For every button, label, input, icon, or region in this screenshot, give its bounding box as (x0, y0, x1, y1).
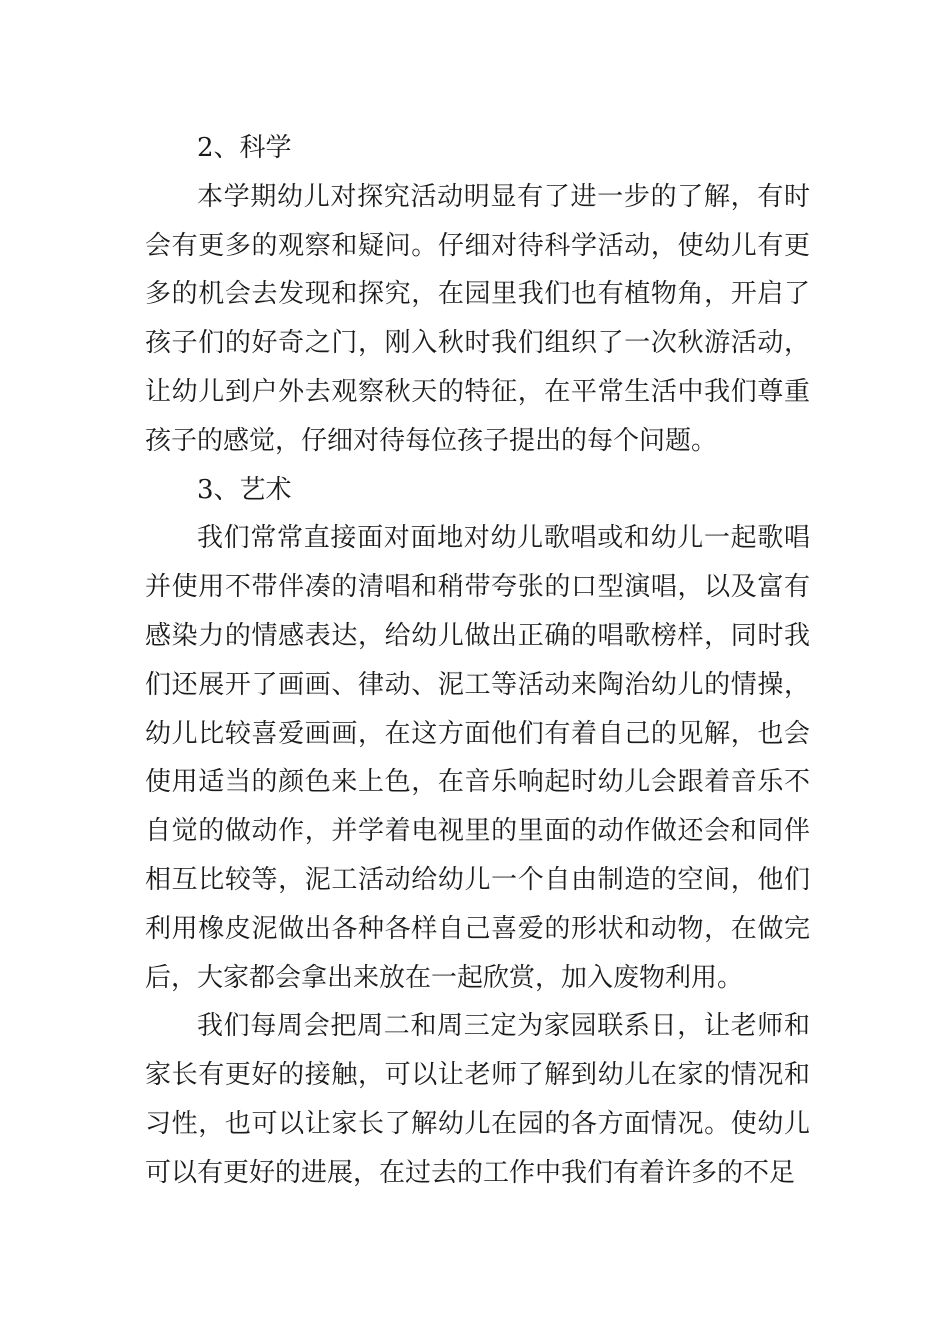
paragraph-science: 本学期幼儿对探究活动明显有了进一步的了解，有时会有更多的观察和疑问。仔细对待科学活动，使幼儿有更多的机会去发现和探究，在园里我们也有植物角，开启了孩子们的好奇之门，刚入秋时我们组织了一次秋游活动，让幼儿到户外去观察秋天的特征，在平常生活中我们尊重孩子的感觉，仔细对待每位孩子提出的每个问题。 (145, 181, 810, 456)
document-body (145, 124, 810, 1198)
paragraph-family-contact: 我们每周会把周二和周三定为家园联系日，让老师和家长有更好的接触，可以让老师了解到幼儿在家的情况和习性，也可以让家长了解幼儿在园的各方面情况。使幼儿可以有更好的进展，在过去的工作中我们有着许多的不足 (145, 1011, 810, 1188)
section-heading-science: 2、科学 (197, 133, 292, 163)
section-heading-art: 3、艺术 (197, 474, 292, 505)
paragraph-art: 我们常常直接面对面地对幼儿歌唱或和幼儿一起歌唱并使用不带伴凑的清唱和稍带夸张的口型演唱，以及富有感染力的情感表达，给幼儿做出正确的唱歌榜样，同时我们还展开了画画、律动、泥工等活动来陶治幼儿的情操，幼儿比较喜爱画画，在这方面他们有着自己的见解，也会使用适当的颜色来上色，在音乐响起时幼儿会跟着音乐不自觉的做动作，并学着电视里的里面的动作做还会和同伴相互比较等，泥工活动给幼儿一个自由制造的空间，他们利用橡皮泥做出各种各样自己喜爱的形状和动物，在做完后，大家都会拿出来放在一起欣赏，加入废物利用。 (145, 523, 810, 993)
